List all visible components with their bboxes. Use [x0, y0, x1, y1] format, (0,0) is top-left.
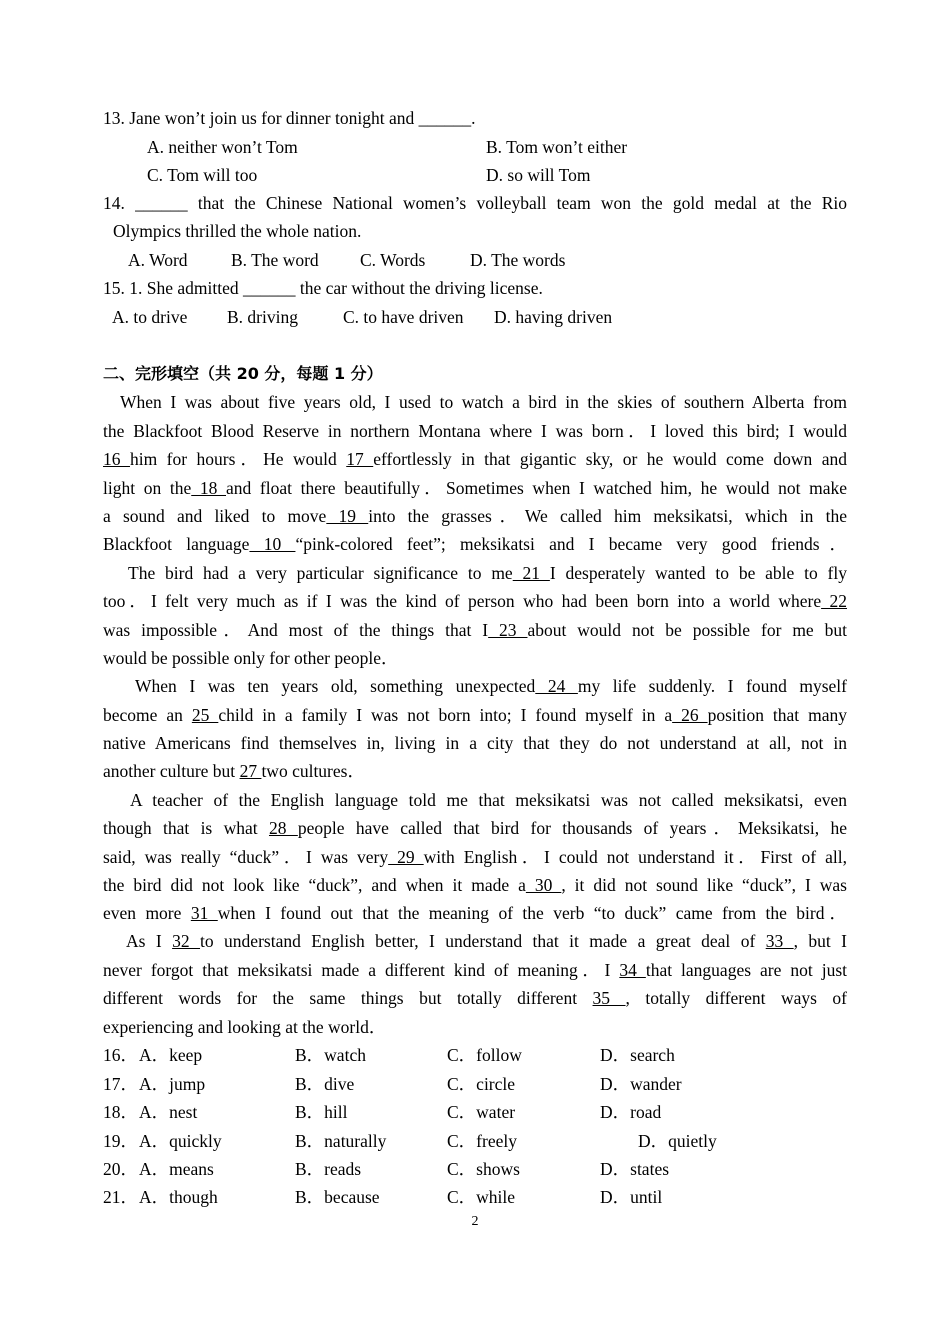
question-14-option-c: C. Words [360, 250, 426, 270]
answer-option: B．naturally [295, 1131, 387, 1151]
passage-text: people have called that bird for thousands of years．Meksikatsi, he [297, 818, 848, 838]
answer-option: C．while [447, 1187, 516, 1207]
passage-text: that languages are not just [645, 960, 847, 980]
passage-line [103, 445, 847, 473]
answer-option: D．road [600, 1102, 662, 1122]
passage-line [103, 701, 847, 729]
question-15-stem: 15. 1. She admitted ______ the car without the driving license. [103, 278, 543, 298]
question-15-option-c: C. to have driven [343, 307, 464, 327]
passage-text: my life suddenly. I found myself [577, 676, 847, 696]
passage-text: When I was about five years old, I used to watch a bird in the skies of southern Alberta from [120, 392, 847, 412]
passage-text: too．I felt very much as if I was the kind of person who had been born into a world where [103, 591, 822, 611]
passage-line [103, 729, 847, 757]
answer-row-number: 16． [103, 1045, 138, 1065]
blank-number: 25 [191, 705, 219, 725]
passage-text: , totally different ways of [625, 988, 848, 1008]
passage-text: , it did not sound like “duck”, I was [561, 875, 847, 895]
passage-text: with English．I could not understand it．First of all, [423, 847, 848, 867]
blank-number: 35 [592, 988, 626, 1008]
answer-option: B．hill [295, 1102, 348, 1122]
passage-text: and float there beautifully．Sometimes when I watched him, he would not make [226, 478, 848, 498]
passage-line [103, 644, 847, 672]
answer-option: A．means [139, 1159, 214, 1179]
answer-option: D．search [600, 1045, 675, 1065]
passage-text: the Blackfoot Blood Reserve in northern Montana where I was born．I loved this bird; I would [103, 421, 847, 441]
passage-text: position that many [707, 705, 848, 725]
blank-number: 17 [346, 449, 374, 469]
passage-line [120, 388, 847, 416]
question-13-option-b: B. Tom won’t either [486, 137, 628, 157]
passage-text: into the grasses．We called him meksikatsi, which in the [368, 506, 847, 526]
answer-option: C．follow [447, 1045, 522, 1065]
answer-option: B．because [295, 1187, 380, 1207]
passage-text: different words for the same things but totally different [103, 988, 593, 1008]
answer-option: A．quickly [139, 1131, 222, 1151]
page-number: 2 [471, 1214, 479, 1229]
answer-row-number: 21． [103, 1187, 138, 1207]
passage-text: native Americans find themselves in, living in a city that they do not understand at all, not in [103, 733, 847, 753]
passage-text: him for hours．He would [129, 449, 347, 469]
passage-text: I desperately wanted to be able to fly [549, 563, 848, 583]
passage-line [103, 871, 847, 899]
answer-option: D．wander [600, 1074, 682, 1094]
passage-line [103, 757, 847, 785]
passage-text: , but I [793, 931, 848, 951]
question-13-stem: 13. Jane won’t join us for dinner tonight and ______. [103, 108, 476, 128]
blank-number: 27 [239, 761, 262, 781]
blank-number: 22 [821, 591, 848, 611]
blank-number: 32 [172, 931, 201, 951]
answer-option: C．circle [447, 1074, 516, 1094]
blank-number: 18 [191, 478, 226, 498]
passage-line [135, 672, 847, 700]
blank-number: 29 [388, 847, 424, 867]
passage-text: “pink-colored feet”; meksikatsi and I became very good friends． [295, 534, 847, 554]
blank-number: 34 [619, 960, 646, 980]
blank-number: 10 [249, 534, 296, 554]
passage-line [128, 559, 847, 587]
passage-text: A teacher of the English language told me that meksikatsi was not called meksikatsi, even [130, 790, 847, 810]
passage-text: never forgot that meksikatsi made a different kind of meaning．I [103, 960, 620, 980]
question-14-stem-line2: Olympics thrilled the whole nation. [113, 221, 362, 241]
answer-option: C．shows [447, 1159, 520, 1179]
blank-number: 16 [103, 449, 130, 469]
answer-option: A．nest [139, 1102, 198, 1122]
passage-text: the bird did not look like “duck”, and when it made a [103, 875, 526, 895]
answer-option: A．keep [139, 1045, 203, 1065]
passage-line [103, 814, 847, 842]
blank-number: 28 [268, 818, 298, 838]
passage-text: effortlessly in that gigantic sky, or he would come down and [373, 449, 848, 469]
passage-line [103, 899, 847, 927]
answer-option: D．quietly [638, 1131, 717, 1151]
blank-number: 30 [525, 875, 562, 895]
passage-line [103, 984, 847, 1012]
answer-option: A．though [139, 1187, 218, 1207]
question-13-option-c: C. Tom will too [147, 165, 258, 185]
answer-option: B．watch [295, 1045, 366, 1065]
blank-number: 31 [190, 903, 218, 923]
blank-number: 33 [765, 931, 794, 951]
passage-text: would be possible only for other people． [103, 648, 399, 668]
answer-option: A．jump [139, 1074, 206, 1094]
passage-text: two cultures． [261, 761, 365, 781]
answer-option: C．water [447, 1102, 516, 1122]
answer-row-number: 20． [103, 1159, 138, 1179]
answer-option: B．dive [295, 1074, 355, 1094]
passage-text: was impossible．And most of the things that I [103, 620, 489, 640]
passage-text: another culture but [103, 761, 240, 781]
answer-option: D．states [600, 1159, 670, 1179]
passage-text: Blackfoot language [103, 534, 250, 554]
passage-text: said, was really “duck”．I was very [103, 847, 389, 867]
question-15-option-b: B. driving [227, 307, 298, 327]
answer-option: D．until [600, 1187, 663, 1207]
passage-text: The bird had a very particular significance to me [128, 563, 513, 583]
passage-text: become an [103, 705, 192, 725]
answer-option: B．reads [295, 1159, 362, 1179]
passage-text: a sound and liked to move [103, 506, 327, 526]
passage-text: even more [103, 903, 191, 923]
passage-text: As I [126, 931, 173, 951]
question-14-option-b: B. The word [231, 250, 319, 270]
answer-row-number: 19． [103, 1131, 138, 1151]
passage-line [126, 927, 847, 955]
question-14-option-d: D. The words [470, 250, 566, 270]
question-14-stem-line1: 14. ______ that the Chinese National women’s volleyball team won the gold medal at the Rio [103, 193, 847, 213]
blank-number: 19 [326, 506, 369, 526]
question-13-option-a: A. neither won’t Tom [147, 137, 298, 157]
passage-line [103, 474, 847, 502]
question-13-option-d: D. so will Tom [486, 165, 591, 185]
blank-number: 26 [672, 705, 708, 725]
passage-text: to understand English better, I understand that it made a great deal of [200, 931, 766, 951]
blank-number: 23 [488, 620, 528, 640]
passage-line [103, 956, 847, 984]
passage-text: light on the [103, 478, 192, 498]
blank-number: 21 [512, 563, 550, 583]
answer-row-number: 17． [103, 1074, 138, 1094]
passage-line [103, 843, 847, 871]
passage-line [103, 1013, 847, 1041]
question-15-option-a: A. to drive [112, 307, 188, 327]
passage-text: When I was ten years old, something unexpected [135, 676, 536, 696]
passage-line [103, 417, 847, 445]
question-15-option-d: D. having driven [494, 307, 613, 327]
passage-line [103, 616, 847, 644]
passage-text: when I found out that the meaning of the verb “to duck” came from the bird． [217, 903, 847, 923]
passage-text: though that is what [103, 818, 269, 838]
passage-line [103, 530, 847, 558]
passage-text: child in a family I was not born into; I found myself in a [218, 705, 673, 725]
section-heading: 二、完形填空（共 20 分，每题 1 分） [103, 364, 383, 383]
answer-row-number: 18． [103, 1102, 138, 1122]
passage-text: experiencing and looking at the world． [103, 1017, 387, 1037]
passage-line [103, 502, 847, 530]
passage-text: about would not be possible for me but [527, 620, 847, 640]
passage-line [103, 587, 847, 615]
blank-number: 24 [535, 676, 578, 696]
passage-line [130, 786, 847, 814]
answer-option: C．freely [447, 1131, 517, 1151]
question-14-option-a: A. Word [128, 250, 188, 270]
